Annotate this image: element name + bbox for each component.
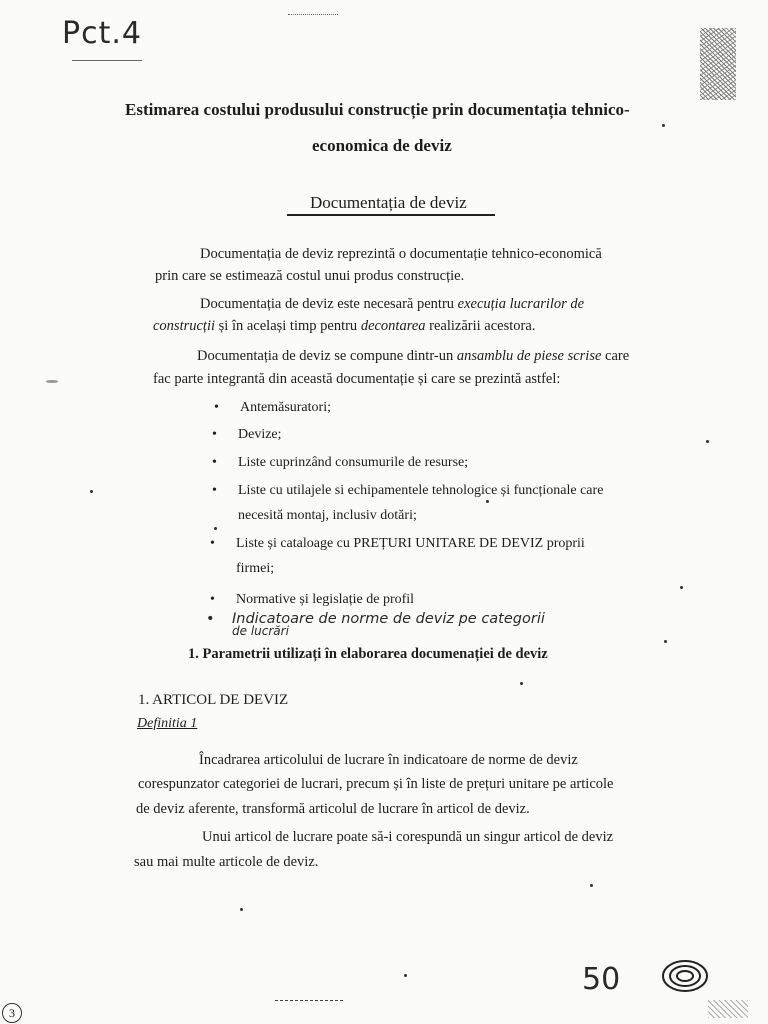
definition-paragraph-1-line-1: Încadrarea articolului de lucrare în indicatoare de norme de deviz xyxy=(199,752,578,768)
section-heading: Documentația de deviz xyxy=(310,193,467,212)
bullet-item-6: • Normative și legislație de profil xyxy=(236,592,414,608)
scan-speck xyxy=(664,640,667,643)
scan-noise-bottom-right xyxy=(708,1000,748,1018)
definition-paragraph-2-line-2: sau mai multe articole de deviz. xyxy=(134,854,319,870)
bullet-item-2: • Devize; xyxy=(238,427,282,443)
handwritten-page-number: 50 xyxy=(582,962,621,997)
numbered-item-parameters: 1. Parametrii utilizați în elaborarea documenației de deviz xyxy=(188,646,548,662)
stamp-scribble-icon xyxy=(658,956,712,996)
document-title-line-2: economica de deviz xyxy=(312,136,452,155)
bullet-item-5-continuation: firmei; xyxy=(236,561,275,576)
scan-speck xyxy=(680,586,683,589)
bullet-item-1: • Antemăsuratori; xyxy=(240,400,331,416)
bullet-item-4-continuation: necesită montaj, inclusiv dotări; xyxy=(238,508,417,523)
paragraph-3-line-1 xyxy=(197,346,629,366)
paragraph-2-emphasis-3: decontarea xyxy=(360,318,426,334)
paragraph-3-text-b: care xyxy=(601,348,630,364)
paragraph-2-text-b: și în același timp pentru xyxy=(215,318,361,334)
bullet-item-5: • Liste și cataloage cu PREȚURI UNITARE DE DEVIZ proprii xyxy=(236,536,585,552)
scan-speck xyxy=(520,682,523,685)
corner-note-underline xyxy=(72,60,142,61)
definition-paragraph-1-line-3: de deviz aferente, transformă articolul de lucrare în articol de deviz. xyxy=(136,801,530,817)
paragraph-3-emphasis: ansamblu de piese scrise xyxy=(456,348,602,364)
bullet-item-4: • Liste cu utilajele si echipamentele tehnologice și funcționale care xyxy=(238,483,603,499)
scan-dash-bottom xyxy=(275,1000,343,1001)
paragraph-2-text-a: Documentația de deviz este necesară pentru xyxy=(200,296,458,312)
definition-paragraph-2-line-1: Unui articol de lucrare poate să-i corespundă un singur articol de deviz xyxy=(202,829,614,845)
section-heading-underline xyxy=(287,214,495,216)
paragraph-3-text-a: Documentația de deviz se compune dintr-un xyxy=(197,348,457,364)
scan-speck xyxy=(46,380,58,383)
corner-handwritten-note: Pct.4 xyxy=(62,16,142,51)
bullet-item-7-handwritten: • Indicatoare de norme de deviz pe categorii xyxy=(232,611,545,627)
scan-speck xyxy=(404,974,407,977)
paragraph-2-emphasis-2: construcții xyxy=(153,318,216,334)
scan-speck xyxy=(214,527,217,530)
scan-noise-top-right xyxy=(700,28,736,100)
definition-label: Definitia 1 xyxy=(137,716,198,731)
paragraph-2-line-2 xyxy=(153,316,535,336)
scan-speck xyxy=(662,124,665,127)
definition-paragraph-1-line-2: corespunzator categoriei de lucrari, precum și în liste de prețuri unitare pe articole xyxy=(138,776,614,792)
scan-speck xyxy=(486,500,489,503)
bottom-left-circled-mark: 3 xyxy=(2,1003,22,1023)
bullet-item-3: • Liste cuprinzând consumurile de resurse; xyxy=(238,455,468,471)
article-heading: 1. ARTICOL DE DEVIZ xyxy=(138,692,289,708)
paragraph-1-line-2: prin care se estimează costul unui produs construcție. xyxy=(155,268,465,284)
scan-speck xyxy=(706,440,709,443)
paragraph-1-line-1: Documentația de deviz reprezintă o documentație tehnico-economică xyxy=(200,246,602,262)
scan-speck xyxy=(240,908,243,911)
paragraph-3-line-2: fac parte integrantă din această documentație și care se prezintă astfel: xyxy=(153,371,561,387)
paragraph-2-line-1 xyxy=(200,294,584,314)
scan-dash-top xyxy=(288,14,338,15)
scan-speck xyxy=(590,884,593,887)
document-title-line-1: Estimarea costului produsului construcție prin documentația tehnico- xyxy=(125,100,630,119)
scan-speck xyxy=(90,490,93,493)
bullet-item-7-handwritten-continuation: de lucrări xyxy=(232,624,289,638)
paragraph-2-emphasis-1: execuția lucrarilor de xyxy=(457,296,585,312)
paragraph-2-text-c: realizării acestora. xyxy=(425,318,536,334)
